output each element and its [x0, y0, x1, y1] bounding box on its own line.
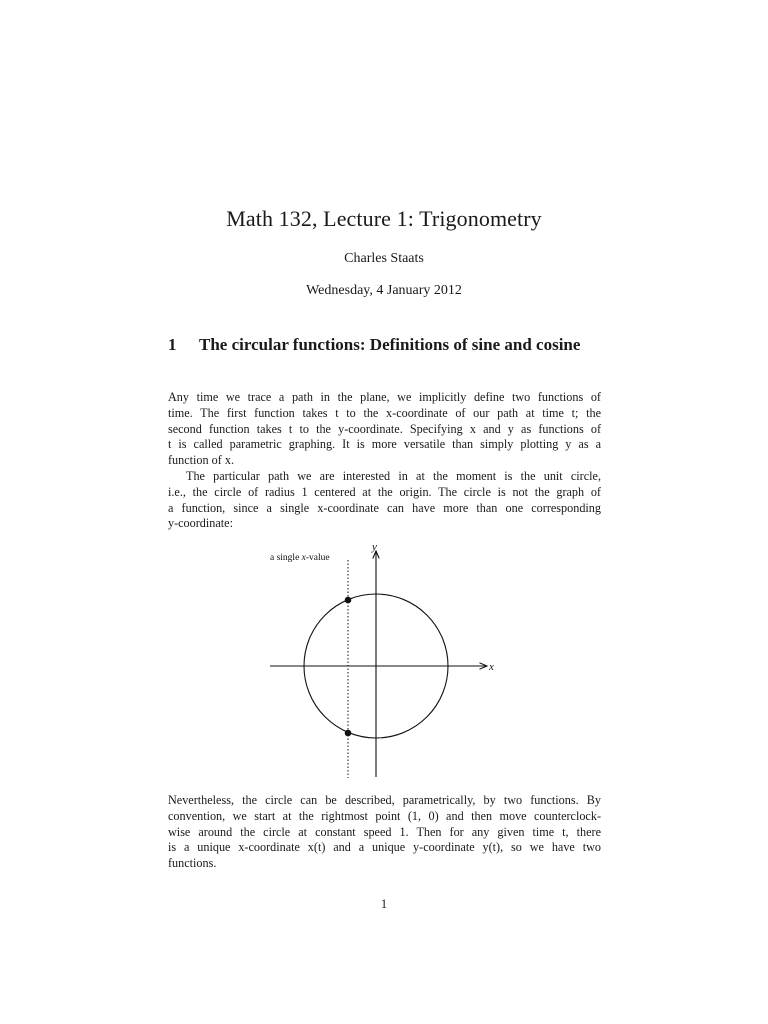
text-line: second function takes t to the y-coordinate. Specifying x and y as functions of — [168, 421, 601, 436]
text-line: Any time we trace a path in the plane, we implicitly define two functions of — [168, 390, 601, 404]
author-name: Charles Staats — [344, 251, 424, 266]
text-line: a function, since a single x-coordinate can have more than one corresponding — [168, 500, 601, 515]
text-line: functions. — [168, 856, 217, 871]
section-number: 1 — [168, 335, 177, 354]
text-line: The particular path we are interested in at the moment is the unit circle, — [186, 469, 601, 483]
text-line: i.e., the circle of radius 1 centered at the origin. The circle is not the graph of — [168, 484, 601, 499]
text-line: wise around the circle at constant speed 1. Then for any given time t, there — [168, 824, 601, 839]
text-line: y-coordinate: — [168, 516, 233, 531]
intersection-point-lower — [345, 730, 352, 737]
text-line: function of x. — [168, 453, 235, 468]
text-line: time. The first function takes t to the x-coordinate of our path at time t; the — [168, 405, 601, 420]
unit-circle-figure — [260, 540, 510, 784]
document-title: Math 132, Lecture 1: Trigonometry — [226, 206, 542, 231]
text-line: convention, we start at the rightmost point (1, 0) and then move counterclock- — [168, 808, 601, 823]
page-number: 1 — [380, 897, 388, 911]
x-axis-label: x — [489, 661, 494, 673]
paragraph-parametric-intro — [168, 390, 601, 469]
paragraph-parametric-description — [168, 793, 601, 872]
paragraph-unit-circle — [168, 469, 601, 532]
intersection-point-upper — [345, 597, 352, 604]
text-line: is a unique x-coordinate x(t) and a unique y-coordinate y(t), so we have two — [168, 840, 601, 855]
annotation-single-x-value: a single x-value — [270, 553, 330, 563]
section-heading — [168, 333, 608, 356]
unit-circle-diagram — [260, 540, 510, 784]
text-line: Nevertheless, the circle can be described, parametrically, by two functions. By — [168, 793, 601, 807]
document-date: Wednesday, 4 January 2012 — [306, 283, 462, 298]
section-title: The circular functions: Definitions of sine and cosine — [199, 335, 581, 354]
y-axis-label: y — [372, 541, 377, 553]
text-line: t is called parametric graphing. It is more versatile than simply plotting y as a — [168, 437, 601, 452]
